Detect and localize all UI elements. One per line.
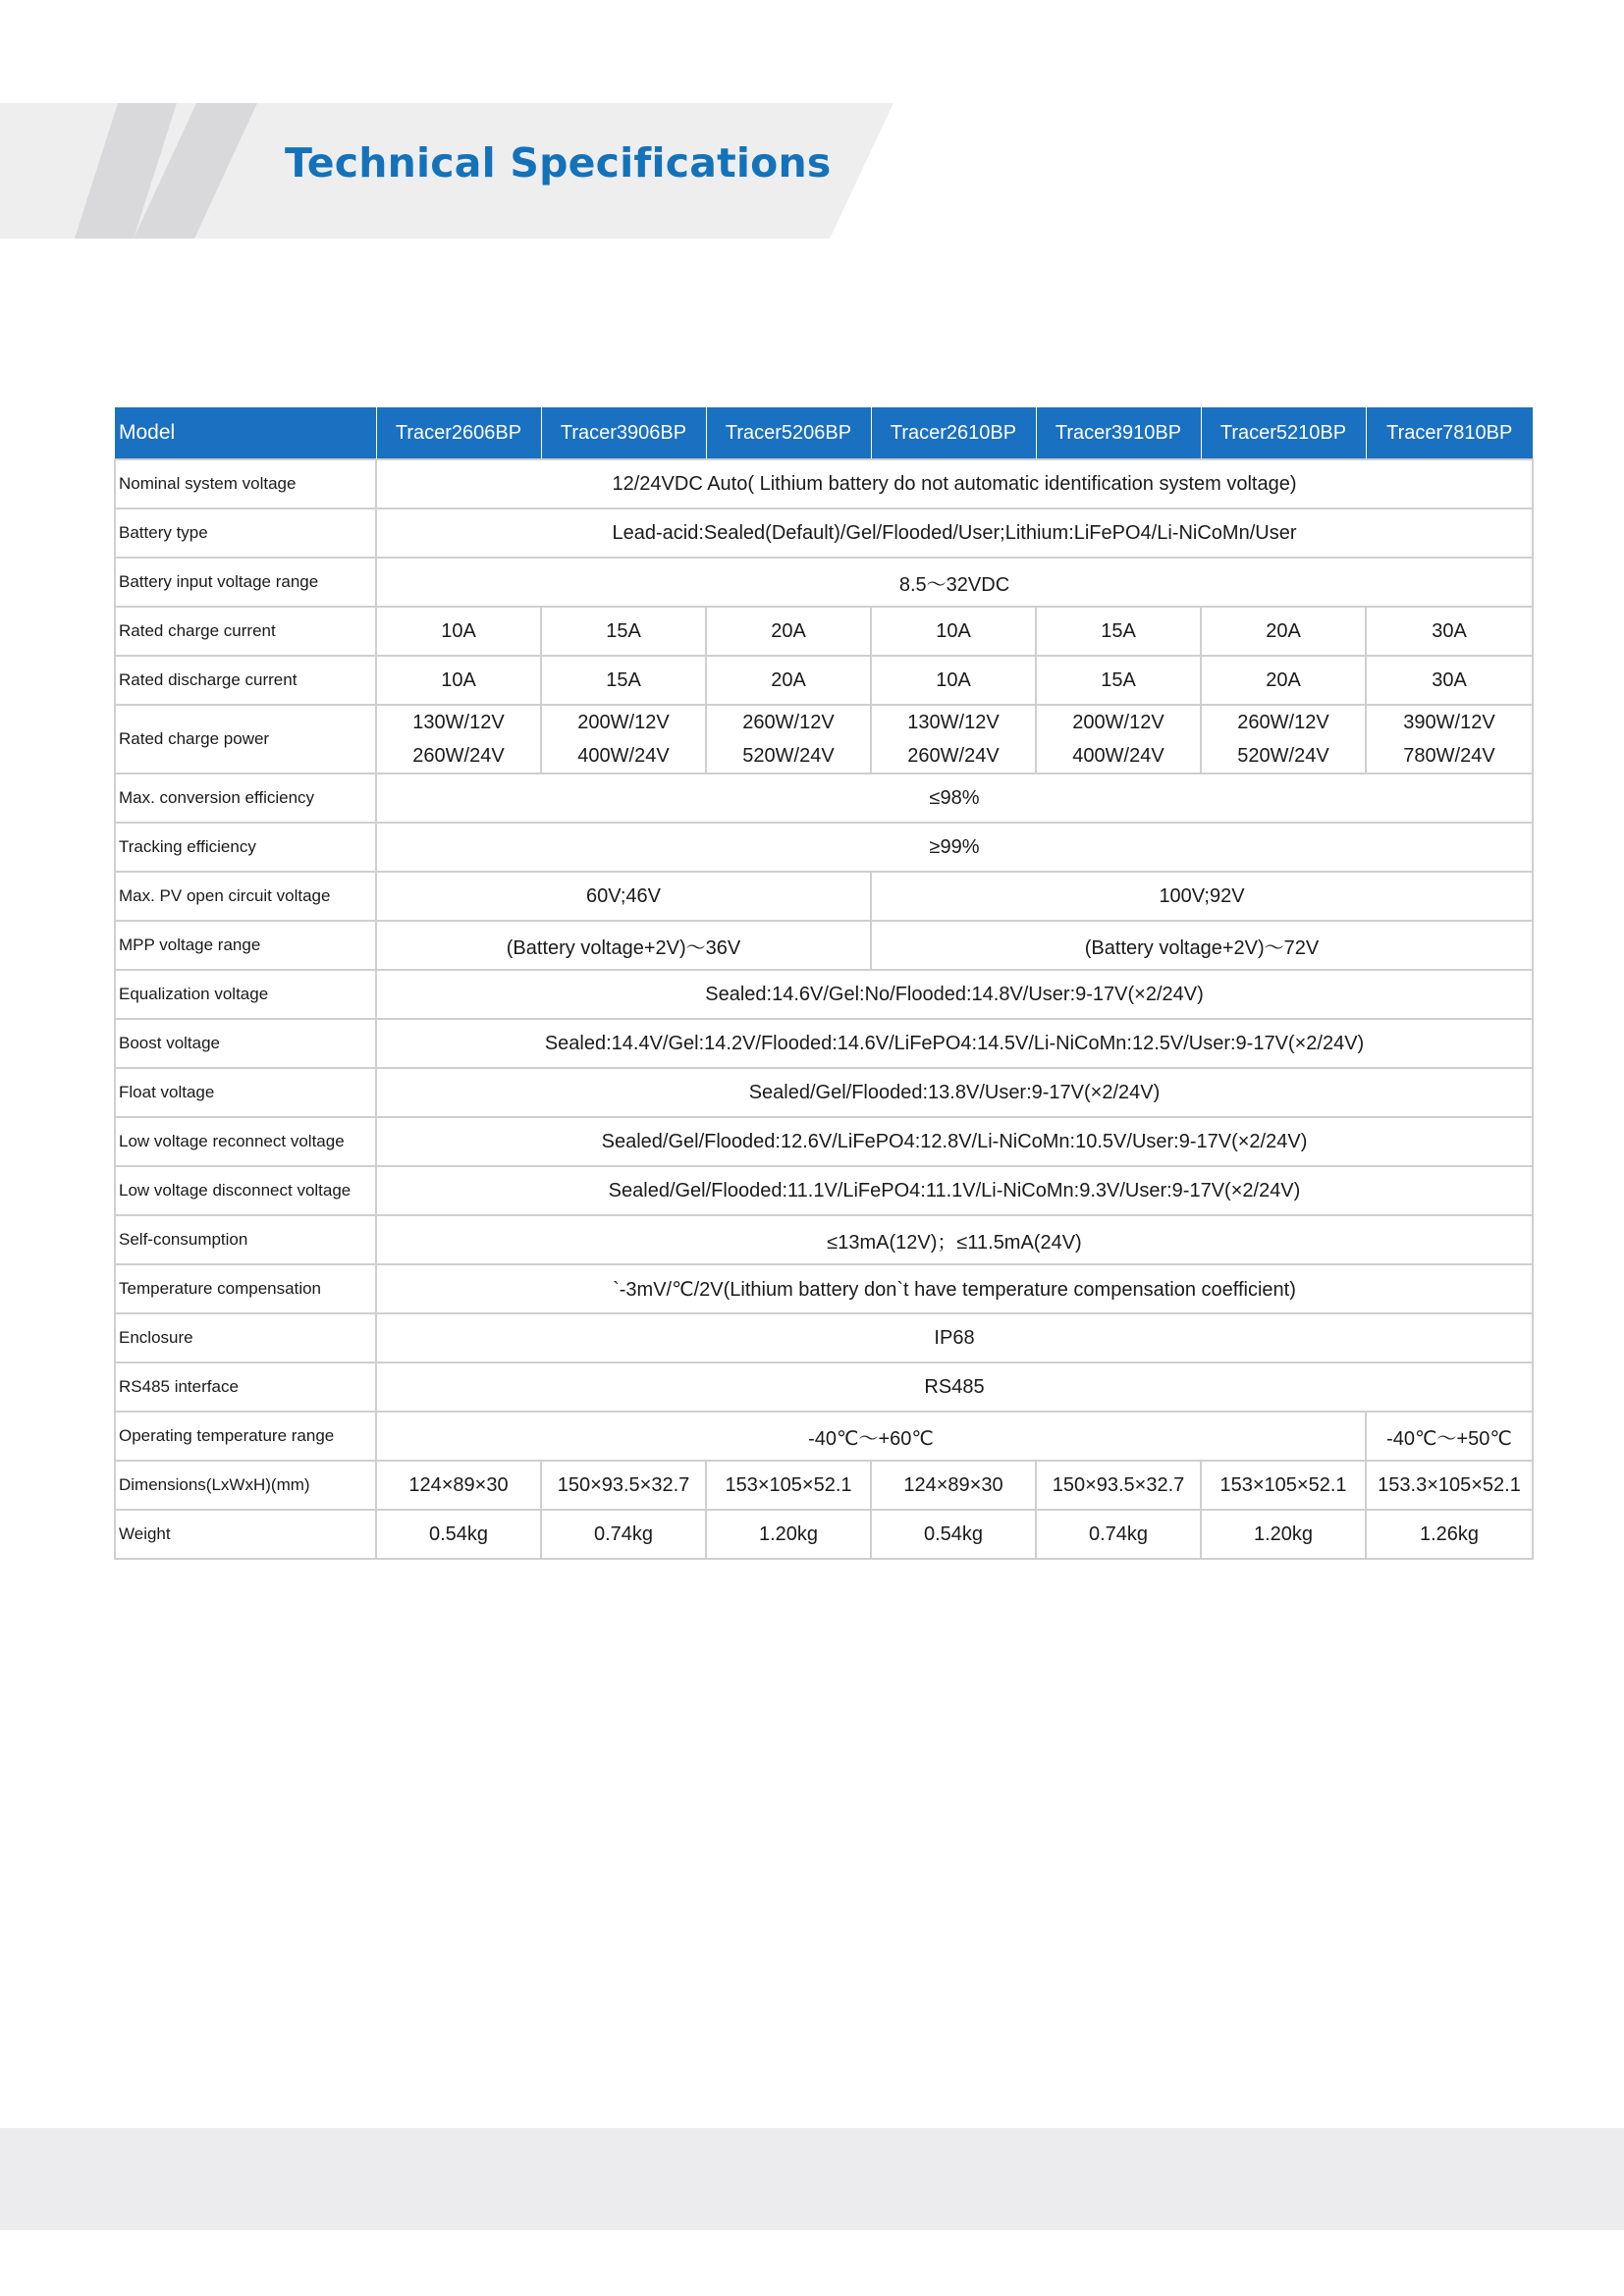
footer-band — [0, 2128, 1624, 2230]
power-12v: 260W/12V — [1237, 712, 1329, 733]
power-24v: 780W/24V — [1403, 745, 1495, 767]
model-header: Model — [115, 407, 376, 459]
spec-value: 20A — [706, 656, 871, 705]
spec-value — [541, 705, 706, 774]
power-24v: 400W/24V — [577, 745, 670, 767]
spec-value: 20A — [1201, 607, 1366, 656]
power-12v: 130W/12V — [907, 712, 1000, 733]
model-header-tracer2606bp: Tracer2606BP — [376, 407, 541, 459]
power-12v: 200W/12V — [577, 712, 670, 733]
row-weight — [115, 1510, 1533, 1559]
row-float-voltage — [115, 1068, 1533, 1117]
row-enclosure — [115, 1313, 1533, 1362]
row-tracking-efficiency — [115, 823, 1533, 872]
spec-value: 20A — [706, 607, 871, 656]
spec-value: (Battery voltage+2V)～36V — [376, 921, 871, 970]
spec-value: 60V;46V — [376, 872, 871, 921]
spec-value: 0.74kg — [1036, 1510, 1201, 1559]
power-24v: 400W/24V — [1072, 745, 1164, 767]
row-equalization-voltage — [115, 970, 1533, 1019]
row-label: Nominal system voltage — [115, 459, 376, 508]
row-label: Enclosure — [115, 1313, 376, 1362]
row-operating-temperature-range — [115, 1412, 1533, 1461]
spec-value: 124×89×30 — [376, 1461, 541, 1510]
spec-value: 124×89×30 — [871, 1461, 1036, 1510]
row-label: Max. PV open circuit voltage — [115, 872, 376, 921]
row-label: Operating temperature range — [115, 1412, 376, 1461]
row-label: Low voltage reconnect voltage — [115, 1117, 376, 1166]
spec-value — [871, 705, 1036, 774]
spec-value: 153×105×52.1 — [706, 1461, 871, 1510]
model-header-tracer3910bp: Tracer3910BP — [1036, 407, 1201, 459]
row-battery-input-voltage-range — [115, 558, 1533, 607]
row-battery-type — [115, 508, 1533, 558]
spec-value: ≤98% — [376, 774, 1533, 823]
spec-value: 15A — [541, 607, 706, 656]
row-label: Rated charge current — [115, 607, 376, 656]
row-label: Battery input voltage range — [115, 558, 376, 607]
spec-value: 8.5～32VDC — [376, 558, 1533, 607]
spec-value: IP68 — [376, 1313, 1533, 1362]
header-row — [115, 407, 1533, 459]
row-mpp-voltage-range — [115, 921, 1533, 970]
model-header-tracer7810bp: Tracer7810BP — [1366, 407, 1533, 459]
page-title: Technical Specifications — [285, 139, 832, 187]
model-header-tracer5210bp: Tracer5210BP — [1201, 407, 1366, 459]
spec-value — [1366, 705, 1533, 774]
spec-value: 15A — [541, 656, 706, 705]
row-rated-discharge-current — [115, 656, 1533, 705]
spec-value: Sealed:14.4V/Gel:14.2V/Flooded:14.6V/LiFePO4:14.5V/Li-NiCoMn:12.5V/User:9-17V(×2/24V) — [376, 1019, 1533, 1068]
power-12v: 390W/12V — [1403, 712, 1495, 733]
spec-value: 15A — [1036, 607, 1201, 656]
spec-value: 30A — [1366, 656, 1533, 705]
row-label: Weight — [115, 1510, 376, 1559]
row-label: Tracking efficiency — [115, 823, 376, 872]
row-temperature-compensation — [115, 1264, 1533, 1313]
spec-value: 1.26kg — [1366, 1510, 1533, 1559]
model-header-tracer5206bp: Tracer5206BP — [706, 407, 871, 459]
spec-value: 10A — [871, 656, 1036, 705]
spec-value — [1201, 705, 1366, 774]
spec-value: 0.54kg — [376, 1510, 541, 1559]
spec-value: -40℃～+60℃ — [376, 1412, 1366, 1461]
spec-value — [1036, 705, 1201, 774]
spec-value: 0.54kg — [871, 1510, 1036, 1559]
row-label: Boost voltage — [115, 1019, 376, 1068]
spec-value: 100V;92V — [871, 872, 1533, 921]
row-self-consumption — [115, 1215, 1533, 1264]
spec-value: 10A — [376, 607, 541, 656]
spec-value: Sealed/Gel/Flooded:13.8V/User:9-17V(×2/24V) — [376, 1068, 1533, 1117]
row-rs485-interface — [115, 1362, 1533, 1412]
row-rated-charge-current — [115, 607, 1533, 656]
spec-value: -40℃～+50℃ — [1366, 1412, 1533, 1461]
row-label: Low voltage disconnect voltage — [115, 1166, 376, 1215]
spec-value: 12/24VDC Auto( Lithium battery do not automatic identification system voltage) — [376, 459, 1533, 508]
spec-value: Lead-acid:Sealed(Default)/Gel/Flooded/User;Lithium:LiFePO4/Li-NiCoMn/User — [376, 508, 1533, 558]
row-label: Rated discharge current — [115, 656, 376, 705]
spec-value: 20A — [1201, 656, 1366, 705]
spec-value — [706, 705, 871, 774]
row-label: Rated charge power — [115, 705, 376, 774]
row-rated-charge-power — [115, 705, 1533, 774]
model-header-tracer2610bp: Tracer2610BP — [871, 407, 1036, 459]
power-24v: 520W/24V — [1237, 745, 1329, 767]
row-label: Dimensions(LxWxH)(mm) — [115, 1461, 376, 1510]
row-label: MPP voltage range — [115, 921, 376, 970]
row-label: Max. conversion efficiency — [115, 774, 376, 823]
spec-value: 1.20kg — [1201, 1510, 1366, 1559]
row-dimensions — [115, 1461, 1533, 1510]
spec-value: 153.3×105×52.1 — [1366, 1461, 1533, 1510]
row-low-voltage-disconnect-voltage — [115, 1166, 1533, 1215]
row-boost-voltage — [115, 1019, 1533, 1068]
spec-value: 15A — [1036, 656, 1201, 705]
spec-table — [114, 407, 1534, 1560]
spec-value: Sealed/Gel/Flooded:12.6V/LiFePO4:12.8V/Li-NiCoMn:10.5V/User:9-17V(×2/24V) — [376, 1117, 1533, 1166]
spec-value: `-3mV/℃/2V(Lithium battery don`t have temperature compensation coefficient) — [376, 1264, 1533, 1313]
spec-value: RS485 — [376, 1362, 1533, 1412]
spec-value: 1.20kg — [706, 1510, 871, 1559]
spec-value: 10A — [376, 656, 541, 705]
power-24v: 260W/24V — [412, 745, 505, 767]
row-label: Battery type — [115, 508, 376, 558]
power-24v: 520W/24V — [742, 745, 835, 767]
row-label: Float voltage — [115, 1068, 376, 1117]
row-max-conversion-efficiency — [115, 774, 1533, 823]
model-header-tracer3906bp: Tracer3906BP — [541, 407, 706, 459]
spec-value: 153×105×52.1 — [1201, 1461, 1366, 1510]
spec-value: 150×93.5×32.7 — [1036, 1461, 1201, 1510]
spec-value: 0.74kg — [541, 1510, 706, 1559]
spec-value: 30A — [1366, 607, 1533, 656]
spec-value: ≥99% — [376, 823, 1533, 872]
power-12v: 200W/12V — [1072, 712, 1164, 733]
spec-value: Sealed/Gel/Flooded:11.1V/LiFePO4:11.1V/Li-NiCoMn:9.3V/User:9-17V(×2/24V) — [376, 1166, 1533, 1215]
spec-value: 10A — [871, 607, 1036, 656]
spec-value: 150×93.5×32.7 — [541, 1461, 706, 1510]
spec-value: Sealed:14.6V/Gel:No/Flooded:14.8V/User:9-17V(×2/24V) — [376, 970, 1533, 1019]
spec-value: (Battery voltage+2V)～72V — [871, 921, 1533, 970]
row-low-voltage-reconnect-voltage — [115, 1117, 1533, 1166]
spec-value — [376, 705, 541, 774]
row-max-pv-open-circuit-voltage — [115, 872, 1533, 921]
power-12v: 260W/12V — [742, 712, 835, 733]
row-label: Equalization voltage — [115, 970, 376, 1019]
row-label: RS485 interface — [115, 1362, 376, 1412]
row-label: Self-consumption — [115, 1215, 376, 1264]
power-24v: 260W/24V — [907, 745, 1000, 767]
spec-value: ≤13mA(12V)；≤11.5mA(24V) — [376, 1215, 1533, 1264]
power-12v: 130W/12V — [412, 712, 505, 733]
row-label: Temperature compensation — [115, 1264, 376, 1313]
row-nominal-system-voltage — [115, 459, 1533, 508]
